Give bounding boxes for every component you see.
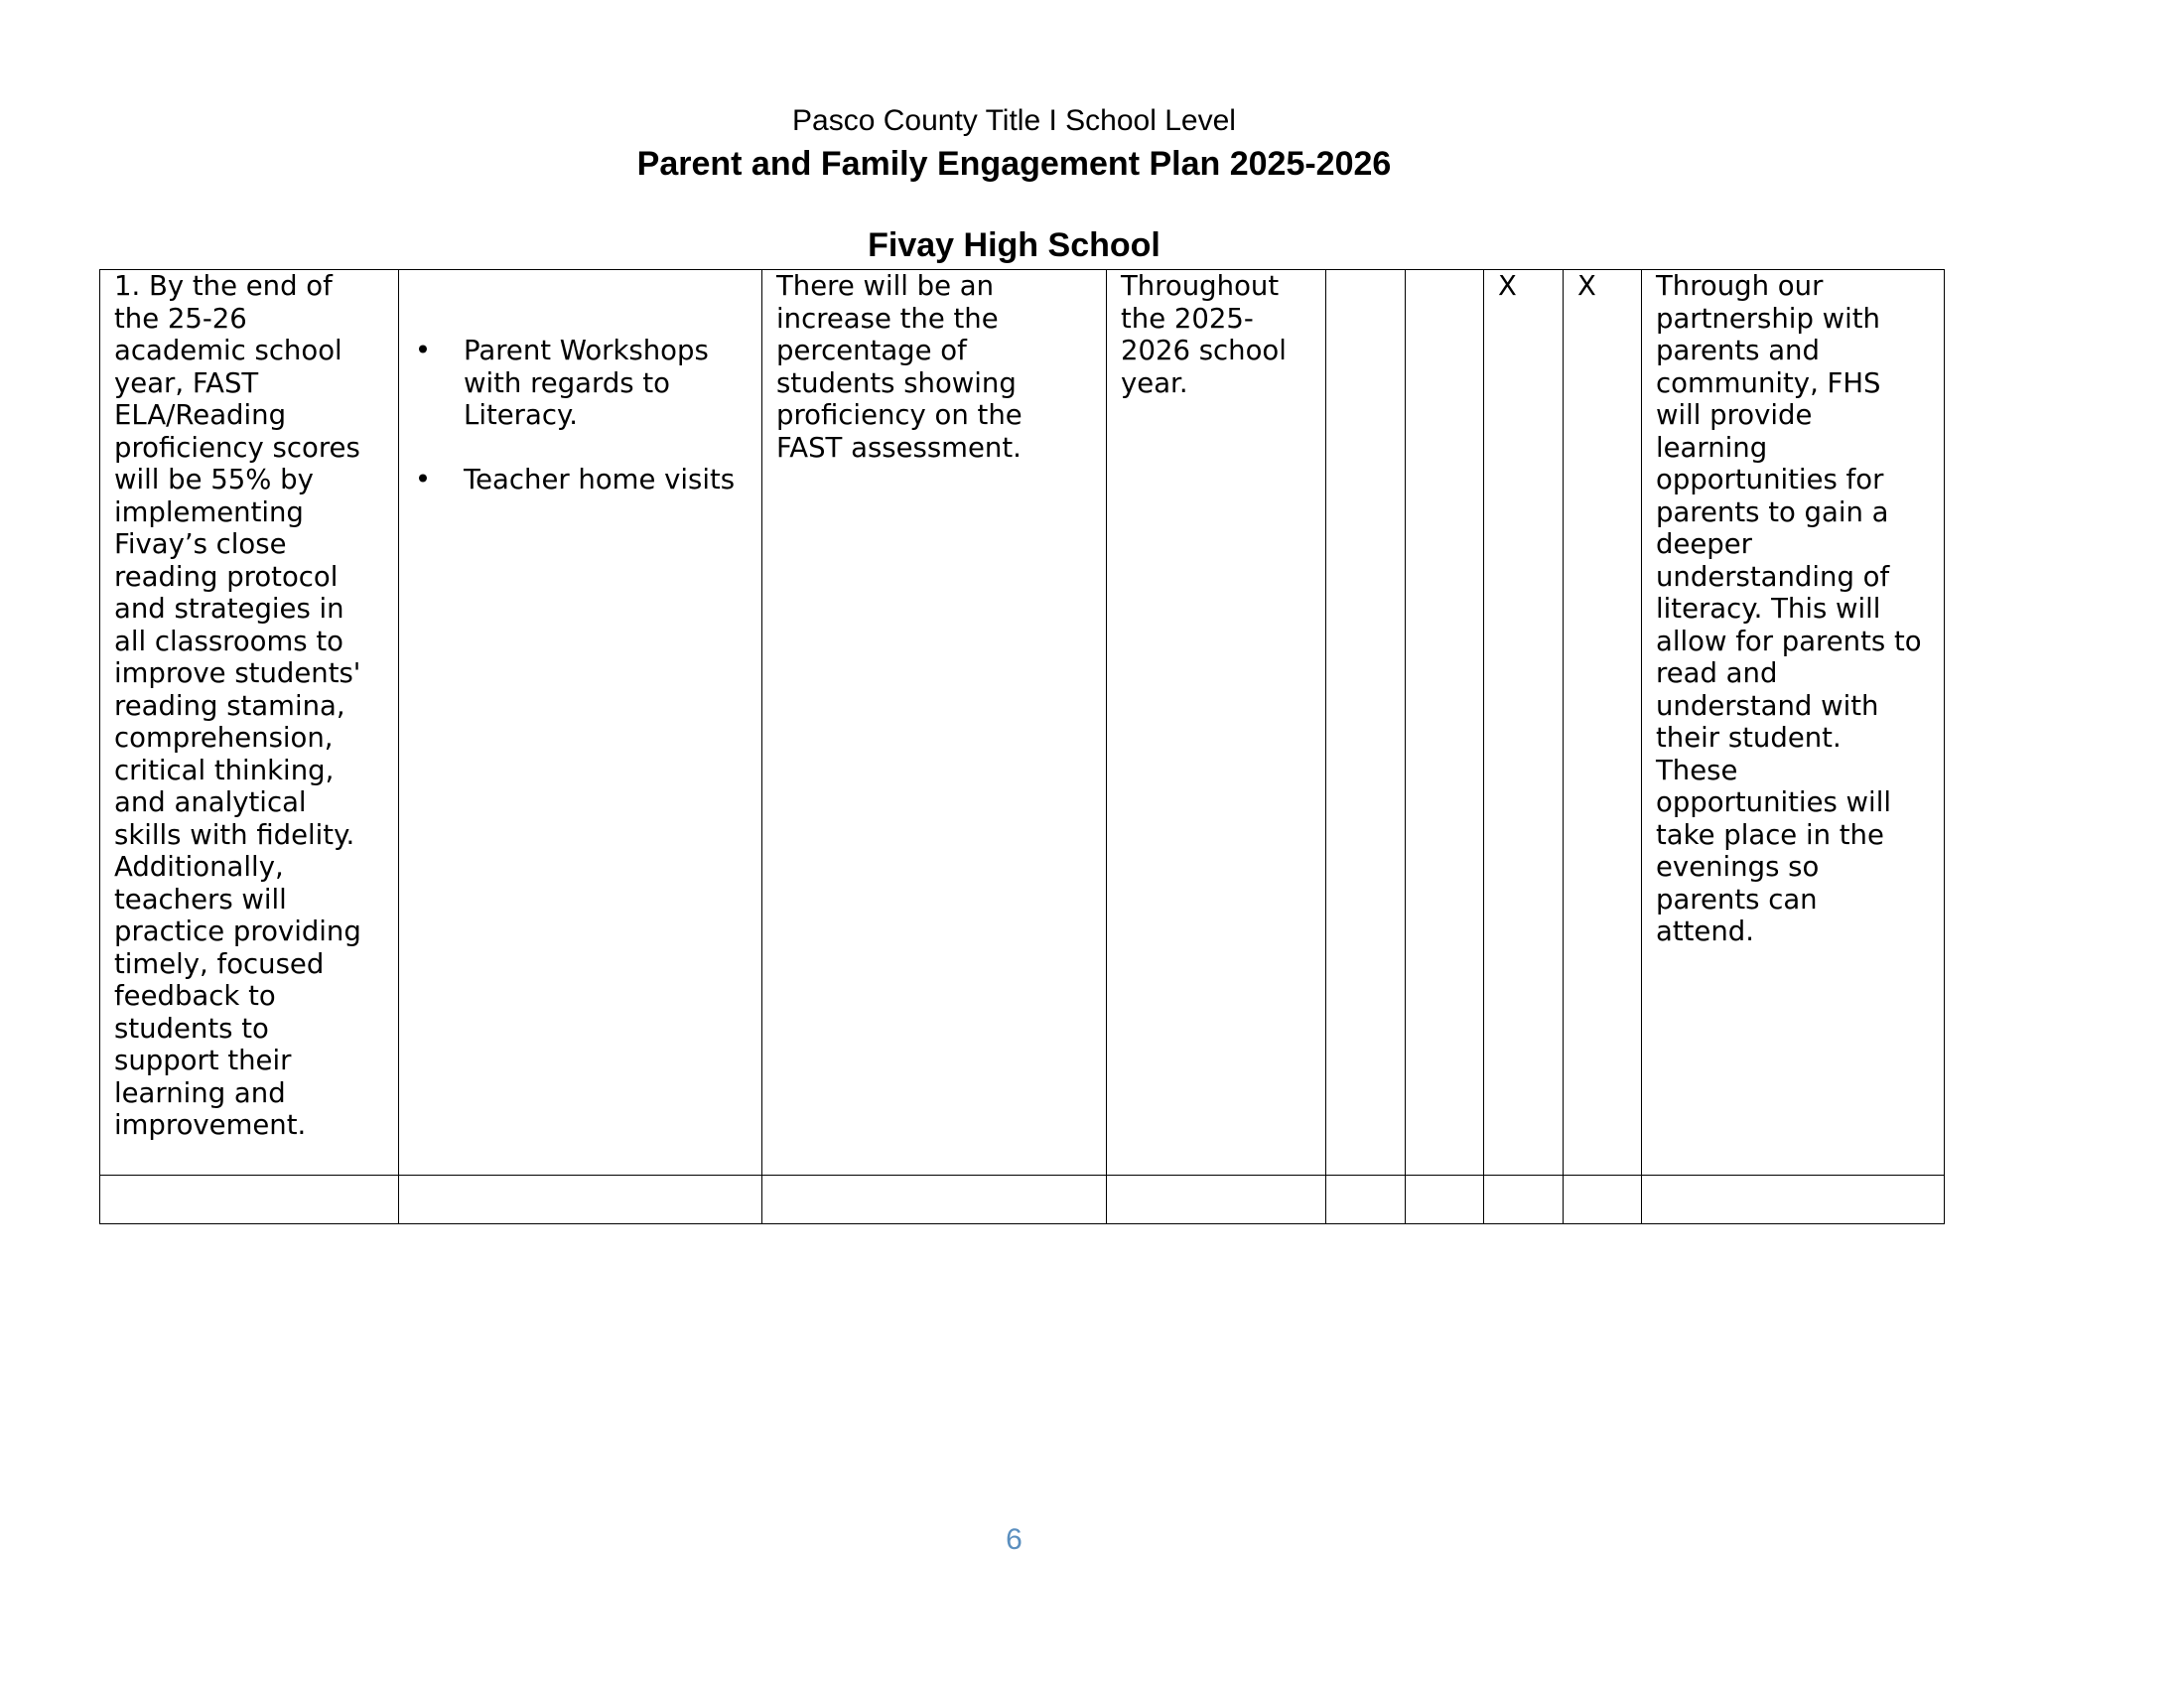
timeline-cell: Throughout the 2025- 2026 school year. — [1107, 270, 1326, 1176]
check-cell-1 — [1326, 270, 1406, 1176]
check-cell-2 — [1406, 270, 1484, 1176]
check-cell-3: X — [1484, 270, 1564, 1176]
page-number: 6 — [1006, 1523, 1023, 1556]
empty-cell — [1326, 1176, 1406, 1224]
empty-cell — [1564, 1176, 1642, 1224]
empty-cell — [1642, 1176, 1945, 1224]
bullet-icon: • — [414, 335, 432, 366]
list-item — [413, 335, 748, 432]
school-name: Fivay High School — [868, 226, 1160, 264]
list-item — [413, 464, 748, 496]
goal-cell: 1. By the end of the 25-26 academic school year, FAST ELA/Reading proficiency scores will be 55% by implementing Fivay’s close reading protocol and strategies in all classrooms to improve students' reading stamina, comprehension, critical thinking, and analytical skills with fidelity. Additionally, teachers will practice providing timely, focused feedback to students to support their learning and improvement. — [100, 270, 399, 1176]
strategies-cell — [399, 270, 762, 1176]
empty-cell — [100, 1176, 399, 1224]
table-row-empty — [100, 1176, 1945, 1224]
empty-cell — [399, 1176, 762, 1224]
strategy-text: Parent Workshops with regards to Literacy. — [464, 335, 709, 431]
empty-cell — [1484, 1176, 1564, 1224]
evidence-cell: There will be an increase the the percentage of students showing proficiency on the FAST assessment. — [762, 270, 1107, 1176]
empty-cell — [1107, 1176, 1326, 1224]
strategies-list — [413, 303, 748, 529]
empty-cell — [762, 1176, 1107, 1224]
county-title: Pasco County Title I School Level — [792, 104, 1236, 137]
plan-title: Parent and Family Engagement Plan 2025-2026 — [636, 145, 1392, 183]
description-cell: Through our partnership with parents and community, FHS will provide learning opportunities for parents to gain a deeper understanding of literacy. This will allow for parents to read and understand with their student. These opportunities will take place in the evenings so parents can attend. — [1642, 270, 1945, 1176]
bullet-icon: • — [414, 464, 432, 495]
table-row — [100, 270, 1945, 1176]
check-cell-4: X — [1564, 270, 1642, 1176]
engagement-plan-table — [99, 269, 1945, 1224]
empty-cell — [1406, 1176, 1484, 1224]
strategy-text: Teacher home visits — [464, 464, 736, 495]
